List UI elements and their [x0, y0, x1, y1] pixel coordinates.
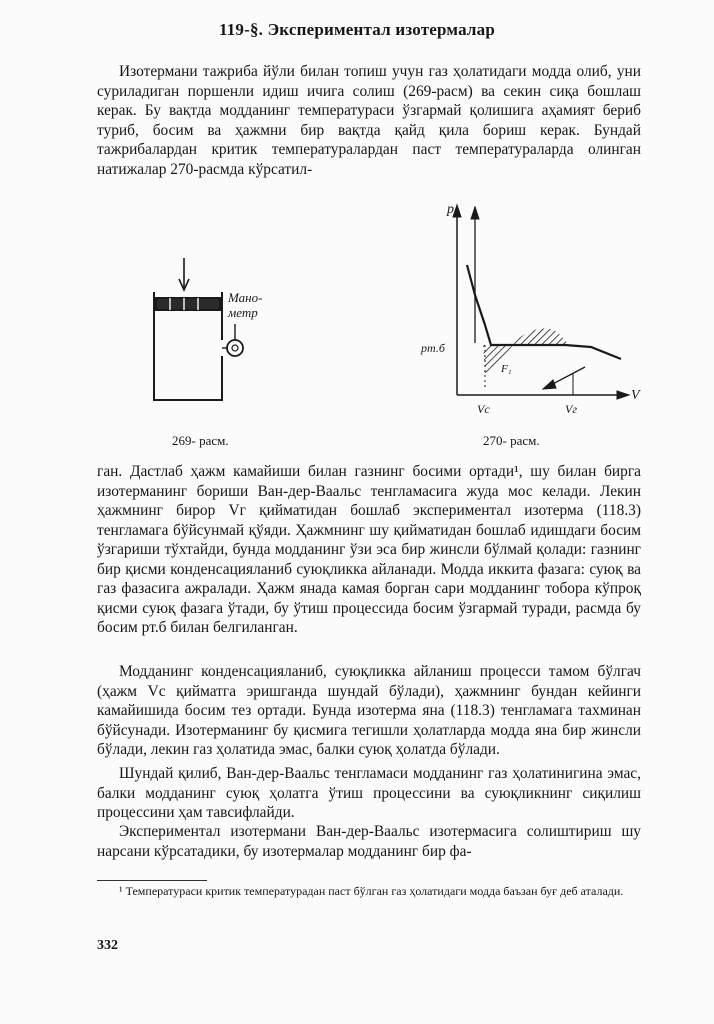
section-heading: 119-§. Экспериментал изотермалар	[218, 20, 496, 39]
figure-270	[415, 195, 645, 425]
page-number: 332	[97, 938, 118, 953]
axis-p-label: p	[447, 202, 454, 217]
footnote-divider	[97, 880, 207, 881]
label-vg: Vг	[565, 402, 578, 416]
paragraph-condensation: Модданинг конденсацияланиб, суюқликка айланиш процесси тамом бўлгач (ҳажм Vс қийматга эришганда шундай бўлади), ҳажмнинг бундан кейинги камайишида босим тез ортади. Бунда изотерма яна (118.3) тенгламага тахминан бўйсунади. Изотерманинг бу қисмига тегишли ҳолатларда модда яна бир жинсли бўлади, лекин газ ҳолатида эмас, балки суюқ ҳолатда бўлади.	[97, 663, 641, 758]
label-vc: Vс	[477, 402, 490, 416]
manometer-label-2: метр	[228, 305, 258, 320]
label-f1: F₁	[501, 363, 512, 375]
footnote: ¹ Температураси критик температурадан паст бўлган газ ҳолатидаги модда баъзан буғ деб аталади.	[119, 884, 624, 898]
manometer-label-1: Мано-	[228, 290, 263, 305]
label-ptb: pт.б	[421, 341, 445, 355]
paragraph-continuation: ган. Дастлаб ҳажм камайиши билан газнинг босими ортади¹, шу билан бирга изотерманинг бориши Ван-дер-Ваальс тенгламасига жуда мос келади. Лекин ҳажмнинг бирор Vг қийматидан бошлаб экспериментал изотерма (118.3) тенгламага бўйсунмай қўяди. Ҳажмнинг шу қийматидан бошлаб идишдаги босим ўзгариши тўхтайди, бунда модданинг ўзи эса бир жинсли бўлмай қолади: газнинг бир қисми конденсацияланиб суюқликка айланади. Модда иккита фазага: суюқ ва газ фазасига ажралади. Ҳажм янада камая борган сари модданинг тобора кўпроқ қисми суюқ фазага ўтади, бу ўтиш процессида босим ўзгармай туради, расмда бу босим pт.б билан белгиланган.	[97, 463, 641, 636]
paragraph-intro: Изотермани тажриба йўли билан топиш учун газ ҳолатидаги модда олиб, уни суриладиган поршенли идиш ичига солиш (269-расм) ва секин сиқа бошлаш керак. Бу вақтда модданинг температураси ўзгармай қолишига аҳамият бериб туриб, босим ва ҳажмни бир вақтда қайд қила бориш керак. Бундай тажрибалардан критик температуралардан паст температураларда олинган натижалар 270-расмда кўрсатил-	[97, 63, 641, 178]
paragraph-comparison: Экспериментал изотермани Ван-дер-Ваальс изотермасига солиштириш шу нарсани кўрсатадики, бу изотермалар модданинг бир фа-	[97, 823, 641, 860]
caption-269: 269- расм.	[172, 433, 229, 448]
figure-269	[140, 250, 280, 415]
caption-270: 270- расм.	[483, 433, 540, 448]
paragraph-conclusion: Шундай қилиб, Ван-дер-Ваальс тенгламаси модданинг газ ҳолатинигина эмас, балки модданинг суюқ ҳолатга ўтиш процессини ва суюқликнинг сиқилиш процессини ҳам тавсифлайди.	[97, 765, 641, 821]
axis-v-label: V	[631, 388, 640, 403]
